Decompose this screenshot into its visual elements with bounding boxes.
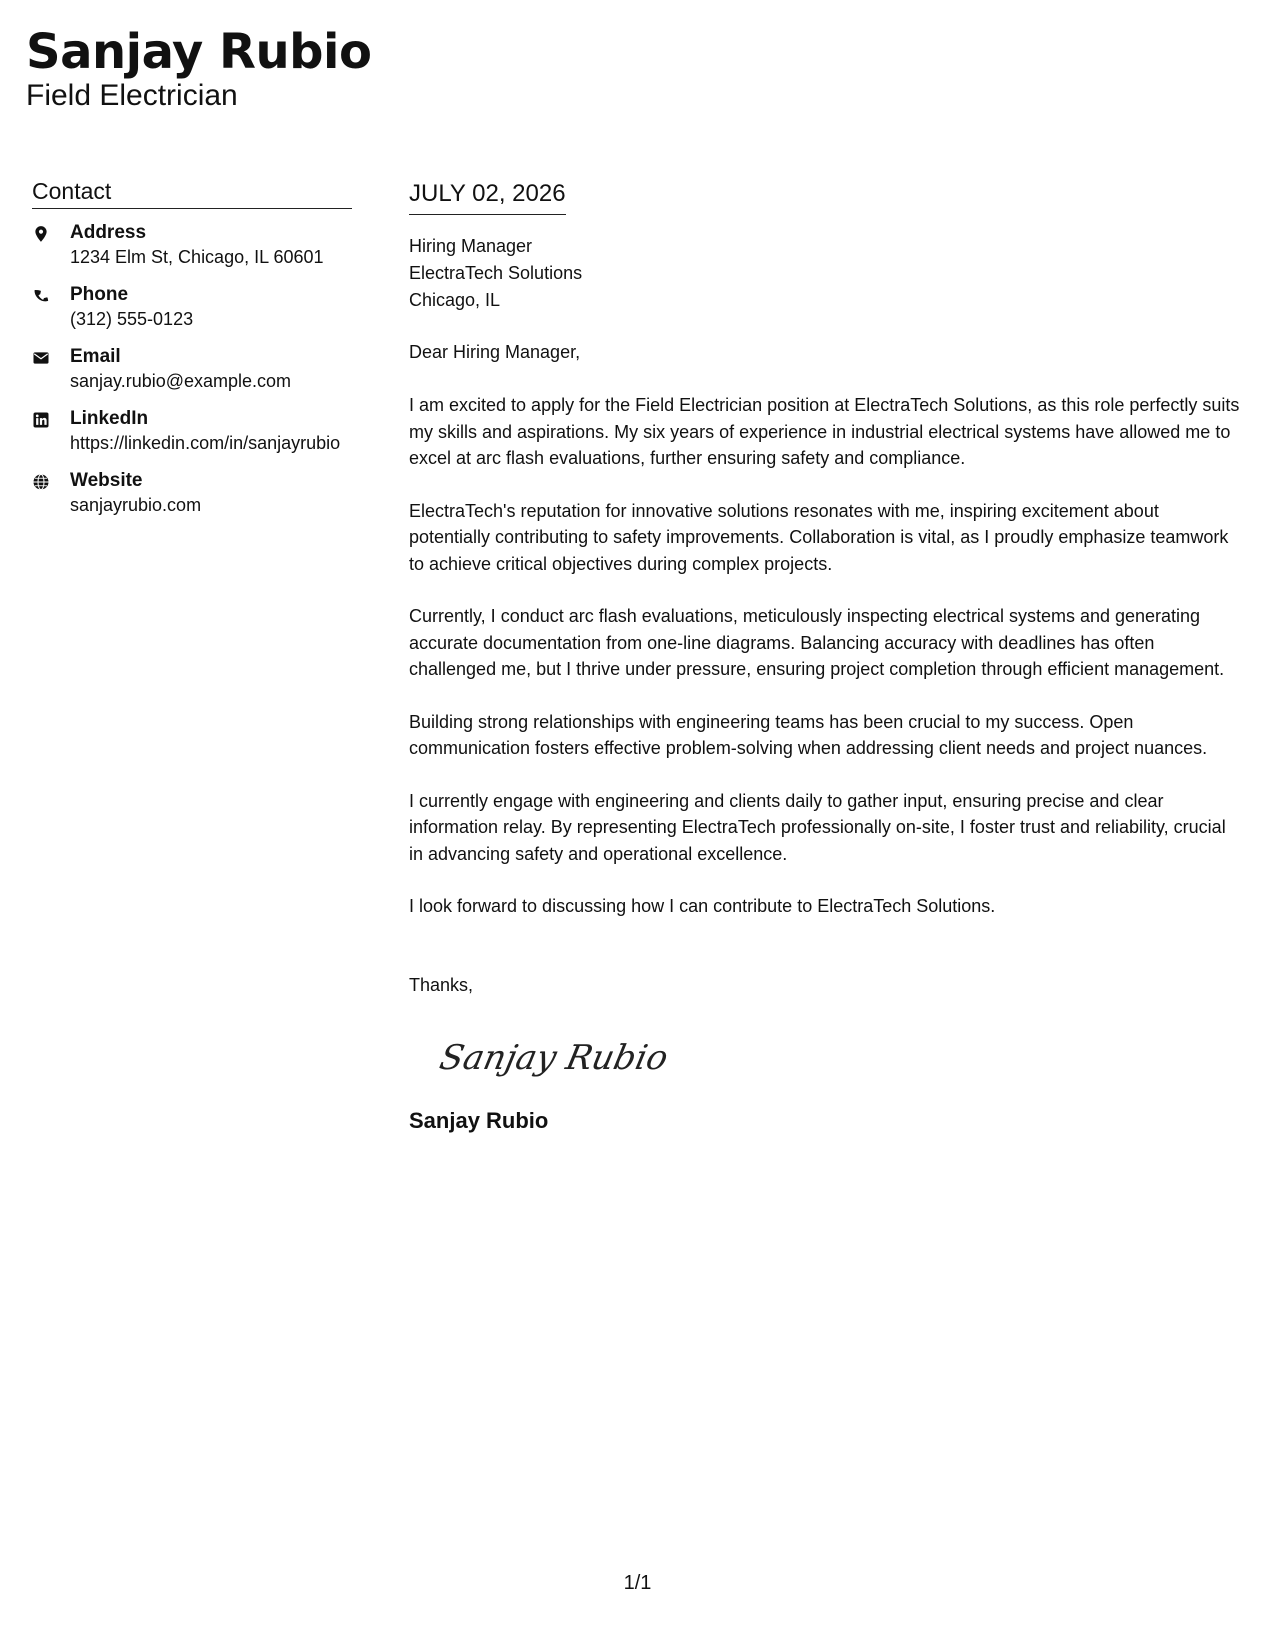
letter-paragraph: ElectraTech's reputation for innovative solutions resonates with me, inspiring excitement about potentially contributing to safety improvements. Collaboration is vital, as I proudly emphasize teamwork to achieve critical objectives during complex projects. — [409, 500, 1229, 574]
recipient-line: ElectraTech Solutions — [409, 263, 583, 283]
email-link[interactable]: sanjay.rubio@example.com — [70, 371, 292, 391]
map-pin-icon — [32, 221, 70, 269]
contact-sidebar — [32, 176, 352, 531]
cover-letter-body — [409, 178, 1244, 1135]
contact-item-email — [32, 345, 352, 393]
contact-heading: Contact — [32, 176, 352, 209]
recipient-block — [409, 233, 1244, 314]
phone-icon — [32, 283, 70, 331]
letter-paragraph: I currently engage with engineering and clients daily to gather input, ensuring precise and clear information relay. By representing ElectraTech professionally on-site, I foster trust and reliability, crucial in advancing safety and operational excellence. — [409, 790, 1226, 864]
contact-label: Website — [70, 470, 143, 491]
letter-paragraph: Currently, I conduct arc flash evaluations, meticulously inspecting electrical systems and generating accurate documentation from one-line diagrams. Balancing accuracy with deadlines has often challenged me, but I thrive under pressure, ensuring project completion through efficient management. — [409, 606, 1225, 679]
applicant-name: Sanjay Rubio — [26, 24, 372, 80]
recipient-line: Chicago, IL — [409, 290, 501, 310]
contact-item-address — [32, 221, 352, 269]
envelope-icon — [32, 345, 70, 393]
salutation: Dear Hiring Manager, — [409, 342, 581, 362]
globe-icon — [32, 469, 70, 517]
signed-name: Sanjay Rubio — [409, 1107, 549, 1133]
letter-paragraph: Building strong relationships with engineering teams has been crucial to my success. Open communication fosters effective problem-solving when addressing client needs and project nuances. — [409, 711, 1208, 758]
contact-label: Email — [70, 346, 121, 367]
page-number: 1/1 — [623, 1572, 652, 1594]
resume-header — [26, 22, 371, 114]
website-link[interactable]: sanjayrubio.com — [70, 495, 202, 515]
contact-item-phone — [32, 283, 352, 331]
letter-date: JULY 02, 2026 — [409, 178, 566, 215]
contact-item-linkedin — [32, 407, 352, 455]
handwritten-signature — [435, 1027, 1244, 1087]
signature-text: Sanjay Rubio — [436, 1037, 672, 1078]
letter-paragraph: I am excited to apply for the Field Electrician position at ElectraTech Solutions, as this role perfectly suits my skills and aspirations. My six years of experience in industrial electrical systems have allowed me to excel at arc flash evaluations, further ensuring safety and compliance. — [409, 395, 1240, 468]
linkedin-link[interactable]: https://linkedin.com/in/sanjayrubio — [70, 433, 341, 453]
contact-item-website — [32, 469, 352, 517]
closing: Thanks, — [409, 974, 474, 995]
linkedin-icon — [32, 407, 70, 455]
contact-label: LinkedIn — [70, 408, 149, 429]
contact-label: Phone — [70, 284, 129, 305]
applicant-title: Field Electrician — [26, 79, 238, 112]
letter-paragraph: I look forward to discussing how I can contribute to ElectraTech Solutions. — [409, 896, 996, 916]
contact-label: Address — [70, 222, 147, 243]
recipient-line: Hiring Manager — [409, 236, 533, 256]
address-value: 1234 Elm St, Chicago, IL 60601 — [70, 247, 324, 267]
phone-value: (312) 555-0123 — [70, 309, 194, 329]
